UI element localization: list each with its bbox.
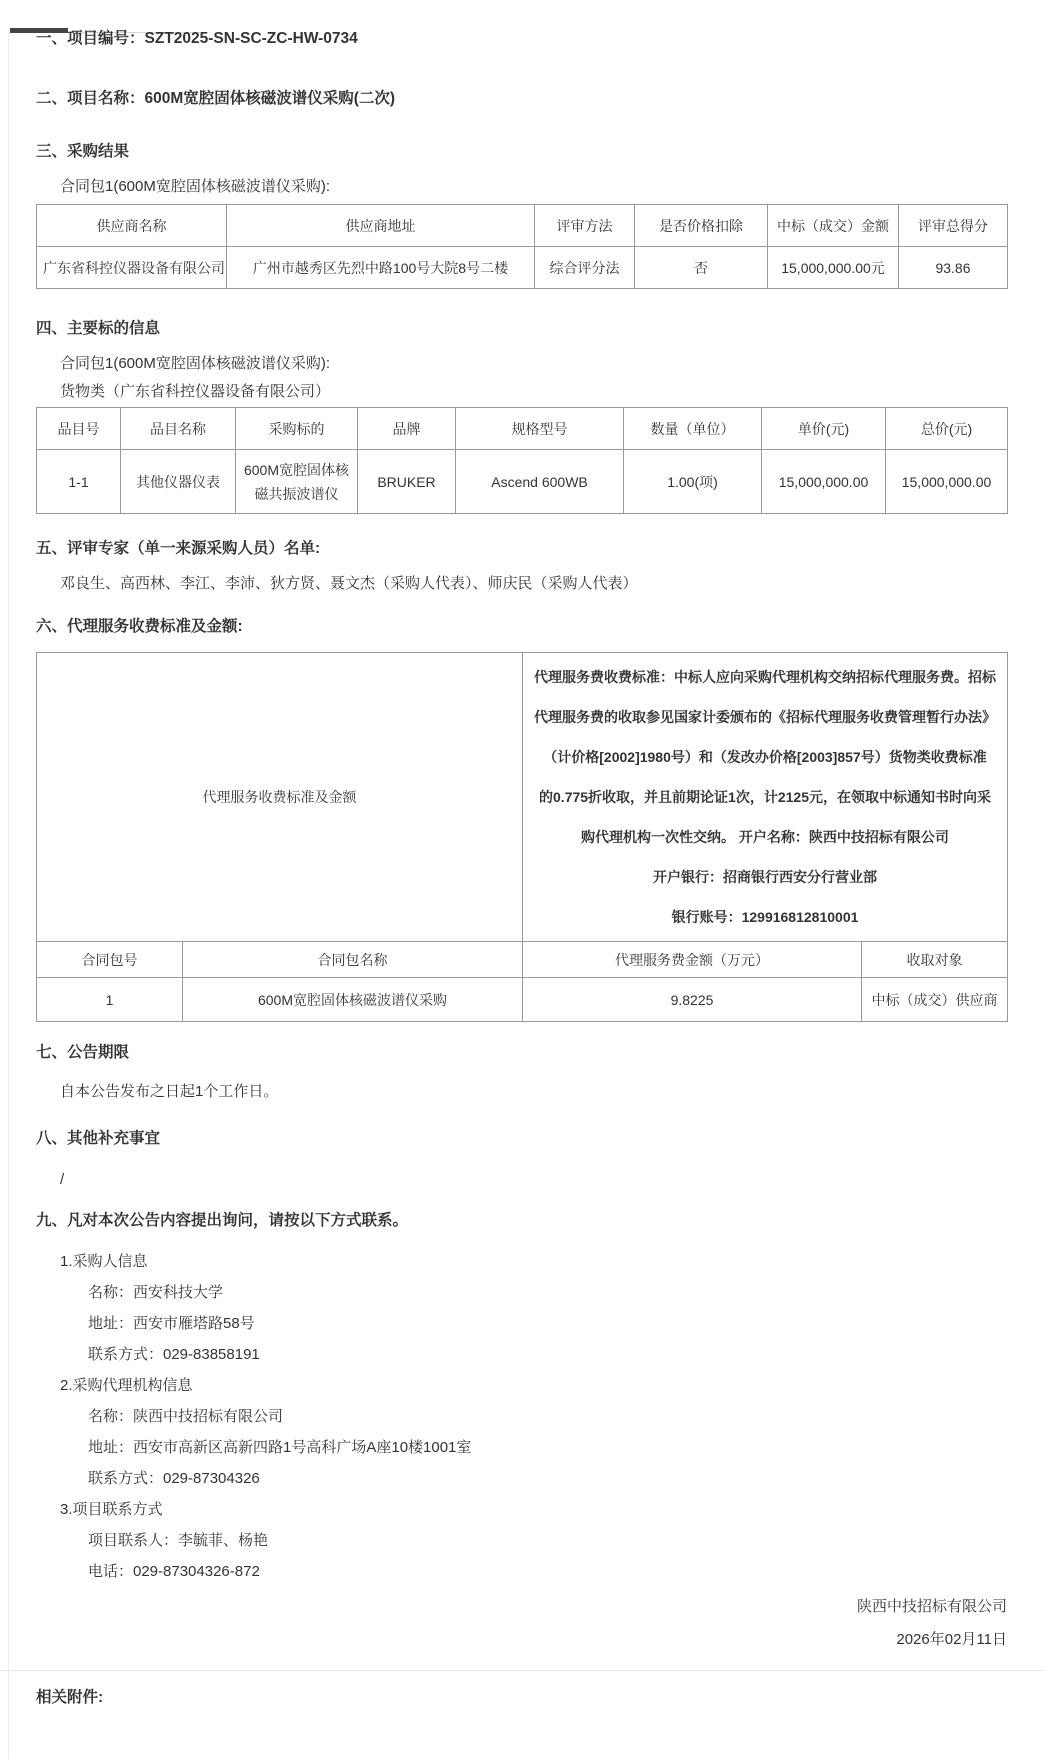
data-cell: 否 — [635, 247, 768, 289]
table-row — [37, 978, 1008, 1022]
agency-phone: 联系方式：029-87304326 — [88, 1470, 260, 1487]
data-cell: 综合评分法 — [535, 247, 635, 289]
agency-address: 地址：西安市高新区高新四路1号高科广场A座10楼1001室 — [88, 1439, 472, 1456]
attachments-label: 相关附件: — [36, 1689, 104, 1706]
header-cell: 评审方法 — [535, 205, 635, 247]
table-header-row — [37, 408, 1008, 450]
data-cell: 93.86 — [899, 247, 1008, 289]
experts-names: 邓良生、高西林、李江、李沛、狄方贤、聂文杰（采购人代表）、师庆民（采购人代表） — [60, 575, 638, 592]
fee-standard-line: 代理服务费的收取参见国家计委颁布的《招标代理服务收费管理暂行办法》 — [534, 709, 996, 725]
purchaser-info-title: 1.采购人信息 — [60, 1253, 148, 1270]
data-cell: 其他仪器仪表 — [121, 450, 236, 514]
result-package-line: 合同包1(600M宽腔固体核磁波谱仪采购): — [60, 178, 331, 195]
section-contact-heading: 九、凡对本次公告内容提出询问，请按以下方式联系。 — [36, 1212, 409, 1229]
table-header-row — [37, 205, 1008, 247]
data-cell: Ascend 600WB — [456, 450, 624, 514]
main-subject-table — [36, 407, 1008, 514]
signature-company: 陕西中技招标有限公司 — [856, 1598, 1007, 1615]
table-header-row — [37, 942, 1008, 978]
section-divider — [0, 1670, 1043, 1671]
data-cell: 15,000,000.00 — [886, 450, 1008, 514]
signature-date: 2026年02月11日 — [896, 1631, 1007, 1648]
agency-info-title: 2.采购代理机构信息 — [60, 1377, 193, 1394]
header-cell: 合同包号 — [37, 942, 183, 978]
project-phone: 电话：029-87304326-872 — [88, 1563, 260, 1580]
header-cell: 品目号 — [37, 408, 121, 450]
data-cell: 中标（成交）供应商 — [862, 978, 1008, 1022]
data-cell: 1-1 — [37, 450, 121, 514]
header-cell: 数量（单位） — [624, 408, 762, 450]
subject-package-line: 合同包1(600M宽腔固体核磁波谱仪采购): — [60, 355, 331, 372]
fee-label-cell: 代理服务收费标准及金额 — [37, 653, 523, 942]
data-cell: 1 — [37, 978, 183, 1022]
purchaser-name: 名称：西安科技大学 — [88, 1284, 224, 1301]
purchaser-phone: 联系方式：029-83858191 — [88, 1346, 260, 1363]
header-cell: 规格型号 — [456, 408, 624, 450]
section-project-name: 二、项目名称：600M宽腔固体核磁波谱仪采购(二次) — [36, 90, 396, 107]
header-cell: 总价(元) — [886, 408, 1008, 450]
data-cell: 1.00(项) — [624, 450, 762, 514]
project-contact-title: 3.项目联系方式 — [60, 1501, 163, 1518]
data-cell: 广州市越秀区先烈中路100号大院8号二楼 — [227, 247, 535, 289]
procurement-result-table — [36, 204, 1008, 289]
header-cell: 评审总得分 — [899, 205, 1008, 247]
header-cell: 收取对象 — [862, 942, 1008, 978]
header-cell: 中标（成交）金额 — [768, 205, 899, 247]
data-cell: BRUKER — [358, 450, 456, 514]
header-cell: 品目名称 — [121, 408, 236, 450]
agency-name: 名称：陕西中技招标有限公司 — [88, 1408, 284, 1425]
subject-category-line: 货物类（广东省科控仪器设备有限公司） — [60, 383, 331, 400]
fee-standard-cell — [523, 653, 1008, 942]
section-notice-period-heading: 七、公告期限 — [36, 1044, 130, 1061]
data-cell: 15,000,000.00 — [762, 450, 886, 514]
agency-fee-table — [36, 652, 1008, 1022]
project-contacts: 项目联系人：李毓菲、杨艳 — [88, 1532, 269, 1549]
other-matters-content: / — [60, 1171, 65, 1188]
notice-period-content: 自本公告发布之日起1个工作日。 — [60, 1083, 279, 1100]
section-procurement-result-heading: 三、采购结果 — [36, 143, 130, 160]
fee-standard-line: 的0.775折收取，并且前期论证1次，计2125元，在领取中标通知书时向采 — [539, 789, 991, 805]
header-cell: 单价(元) — [762, 408, 886, 450]
section-project-number: 一、项目编号：SZT2025-SN-SC-ZC-HW-0734 — [36, 30, 358, 47]
section-experts-heading: 五、评审专家（单一来源采购人员）名单: — [36, 540, 321, 557]
announcement-document — [0, 28, 1043, 1708]
fee-standard-line: （计价格[2002]1980号）和（发改办价格[2003]857号）货物类收费标准 — [543, 749, 987, 765]
header-cell: 供应商名称 — [37, 205, 227, 247]
purchaser-address: 地址：西安市雁塔路58号 — [88, 1315, 255, 1332]
section-other-matters-heading: 八、其他补充事宜 — [36, 1130, 161, 1147]
fee-standard-line: 购代理机构一次性交纳。 开户名称：陕西中技招标有限公司 — [581, 829, 949, 845]
table-row — [37, 450, 1008, 514]
data-cell: 15,000,000.00元 — [768, 247, 899, 289]
header-cell: 采购标的 — [236, 408, 358, 450]
data-cell: 广东省科控仪器设备有限公司 — [37, 247, 227, 289]
data-cell: 600M宽腔固体核磁共振波谱仪 — [236, 450, 358, 514]
header-cell: 代理服务费金额（万元） — [523, 942, 862, 978]
section-main-subject-heading: 四、主要标的信息 — [36, 320, 161, 337]
fee-standard-line: 银行账号：129916812810001 — [671, 909, 859, 925]
header-cell: 是否价格扣除 — [635, 205, 768, 247]
header-cell: 合同包名称 — [183, 942, 523, 978]
section-agency-fee-heading: 六、代理服务收费标准及金额: — [36, 618, 243, 635]
fee-standard-line: 开户银行：招商银行西安分行营业部 — [653, 869, 877, 885]
header-cell: 品牌 — [358, 408, 456, 450]
data-cell: 9.8225 — [523, 978, 862, 1022]
data-cell: 600M宽腔固体核磁波谱仪采购 — [183, 978, 523, 1022]
header-cell: 供应商地址 — [227, 205, 535, 247]
table-row — [37, 247, 1008, 289]
fee-standard-row — [37, 653, 1008, 942]
fee-standard-line: 代理服务费收费标准：中标人应向采购代理机构交纳招标代理服务费。招标 — [534, 669, 996, 685]
